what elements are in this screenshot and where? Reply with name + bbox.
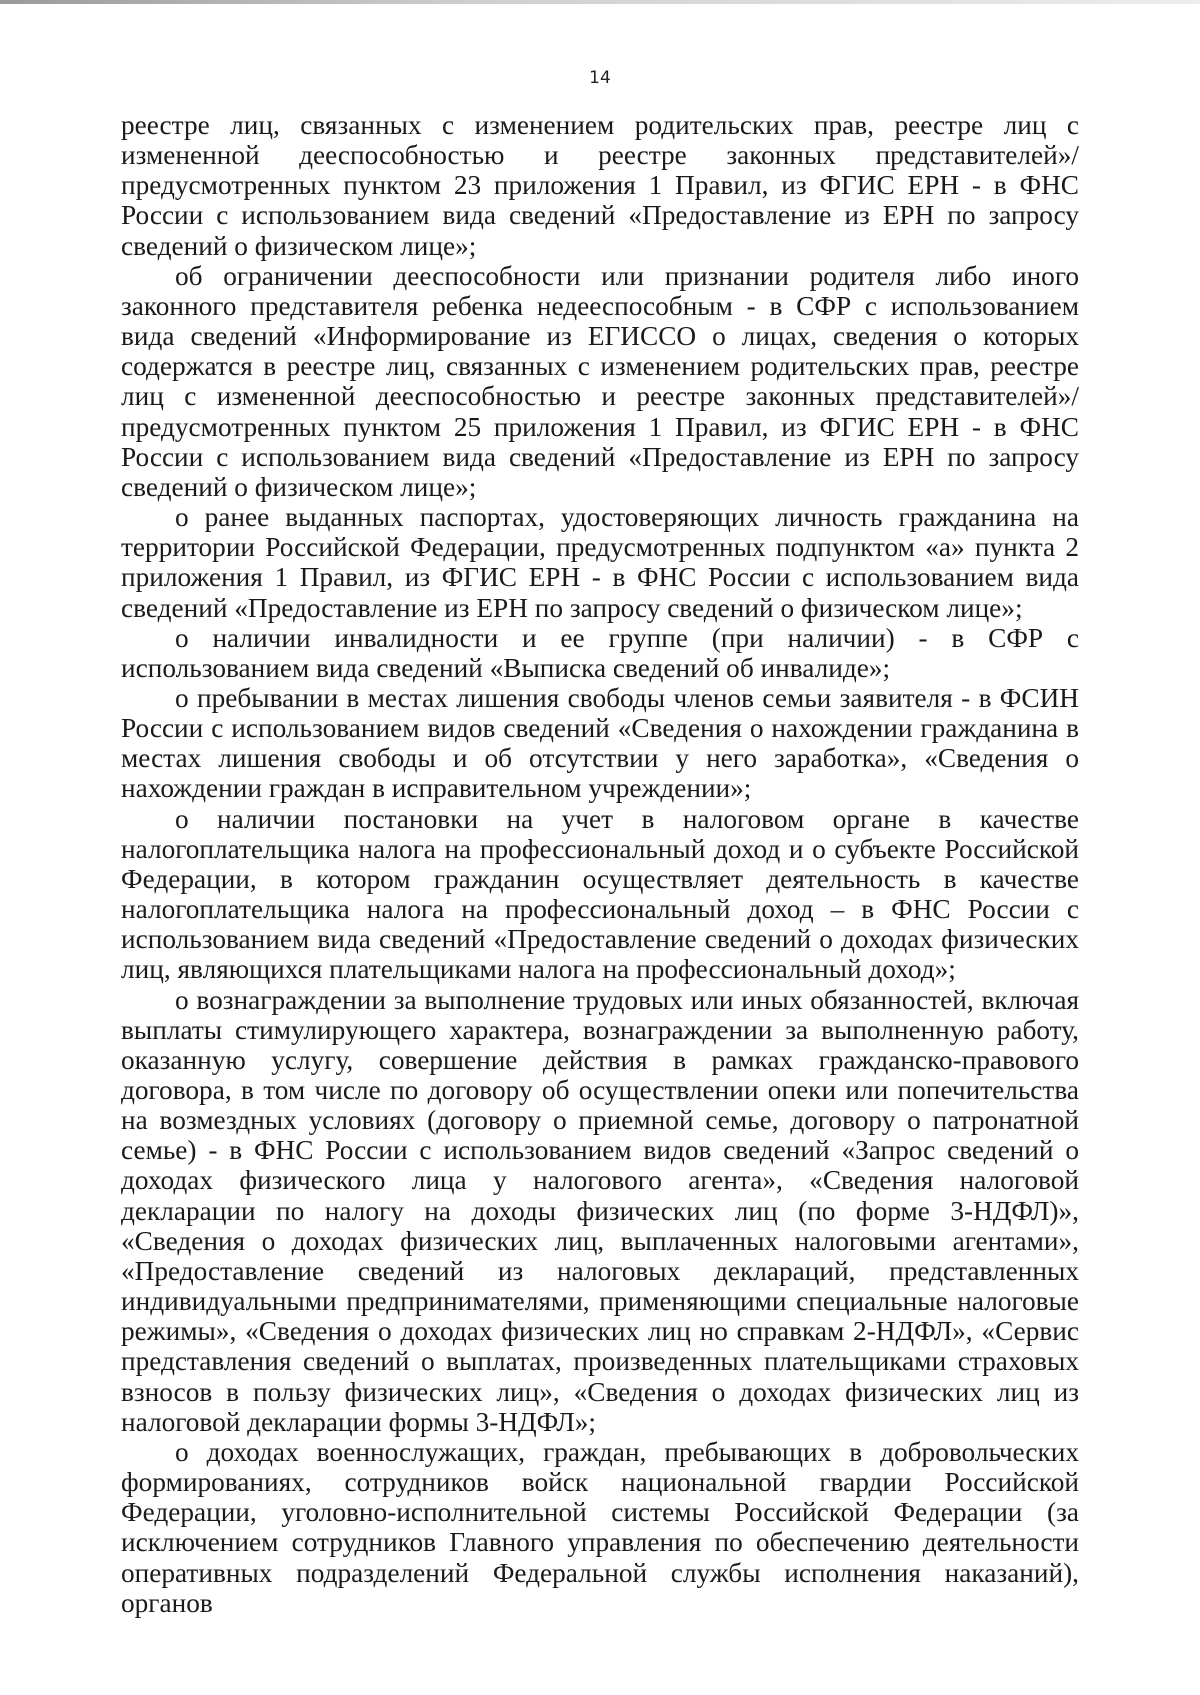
paragraph-disability: о наличии инвалидности и ее группе (при наличии) - в СФР с использованием вида сведений «Выписка сведений об инвалиде»; [121,622,1079,683]
paragraph-legal-capacity: об ограничении дееспособности или признании родителя либо иного законного представителя ребенка недееспособным - в СФР с использованием вида сведений «Информирование из ЕГИССО о лицах, сведения о которых содержатся в реестре лиц, связанных с изменением родительских прав, реестре лиц с измененной дееспособностью и реестре законных представителей»/предусмотренных пунктом 25 приложения 1 Правил, из ФГИС ЕРН - в ФНС России с использованием вида сведений «Предоставление из ЕРН по запросу сведений о физическом лице»; [121,260,1079,502]
paragraph-military-income: о доходах военнослужащих, граждан, пребывающих в добровольческих формированиях, сотрудников войск национальной гвардии Российской Федерации, уголовно-исполнительной системы Российской Федерации (за исключением сотрудников Главного управления по обеспечению деятельности оперативных подразделений Федеральной службы исполнения наказаний), органов [121,1436,1079,1618]
paragraph-continuation: реестре лиц, связанных с изменением родительских прав, реестре лиц с измененной дееспособностью и реестре законных представителей»/предусмотренных пунктом 23 приложения 1 Правил, из ФГИС ЕРН - в ФНС России с использованием вида сведений «Предоставление из ЕРН по запросу сведений о физическом лице»; [121,110,1079,261]
scan-top-edge [0,0,1200,4]
paragraph-remuneration: о вознаграждении за выполнение трудовых или иных обязанностей, включая выплаты стимулирующего характера, вознаграждении за выполненную работу, оказанную услугу, совершение действия в рамках гражданско-правового договора, в том числе по договору об осуществлении опеки или попечительства на возмездных условиях (договору о приемной семье, договору о патронатной семье) - в ФНС России с использованием видов сведений «Запрос сведений о доходах физического лица у налогового агента», «Сведения налоговой декларации по налогу на доходы физических лиц (по форме 3-НДФЛ)», «Сведения о доходах физических лиц, выплаченных налоговыми агентами», «Предоставление сведений из налоговых деклараций, представленных индивидуальными предпринимателями, применяющими специальные налоговые режимы», «Сведения о доходах физических лиц но справкам 2-НДФЛ», «Сервис представления сведений о выплатах, произведенных плательщиками страховых взносов в пользу физических лиц», «Сведения о доходах физических лиц из налоговой декларации формы 3-НДФЛ»; [121,984,1079,1437]
paragraph-self-employed: о наличии постановки на учет в налоговом органе в качестве налогоплательщика налога на профессиональный доход и о субъекте Российской Федерации, в котором гражданин осуществляет деятельность в качестве налогоплательщика налога на профессиональный доход – в ФНС России с использованием вида сведений «Предоставление сведений о доходах физических лиц, являющихся плательщиками налога на профессиональный доход»; [121,803,1079,985]
document-body [121,110,1079,1618]
page-number: 14 [589,68,611,88]
paragraph-imprisonment: о пребывании в местах лишения свободы членов семьи заявителя - в ФСИН России с использованием видов сведений «Сведения о нахождении гражданина в местах лишения свободы и об отсутствии у него заработка», «Сведения о нахождении граждан в исправительном учреждении»; [121,682,1079,804]
paragraph-previous-passports: о ранее выданных паспортах, удостоверяющих личность гражданина на территории Российской Федерации, предусмотренных подпунктом «а» пункта 2 приложения 1 Правил, из ФГИС ЕРН - в ФНС России с использованием вида сведений «Предоставление из ЕРН по запросу сведений о физическом лице»; [121,502,1079,623]
